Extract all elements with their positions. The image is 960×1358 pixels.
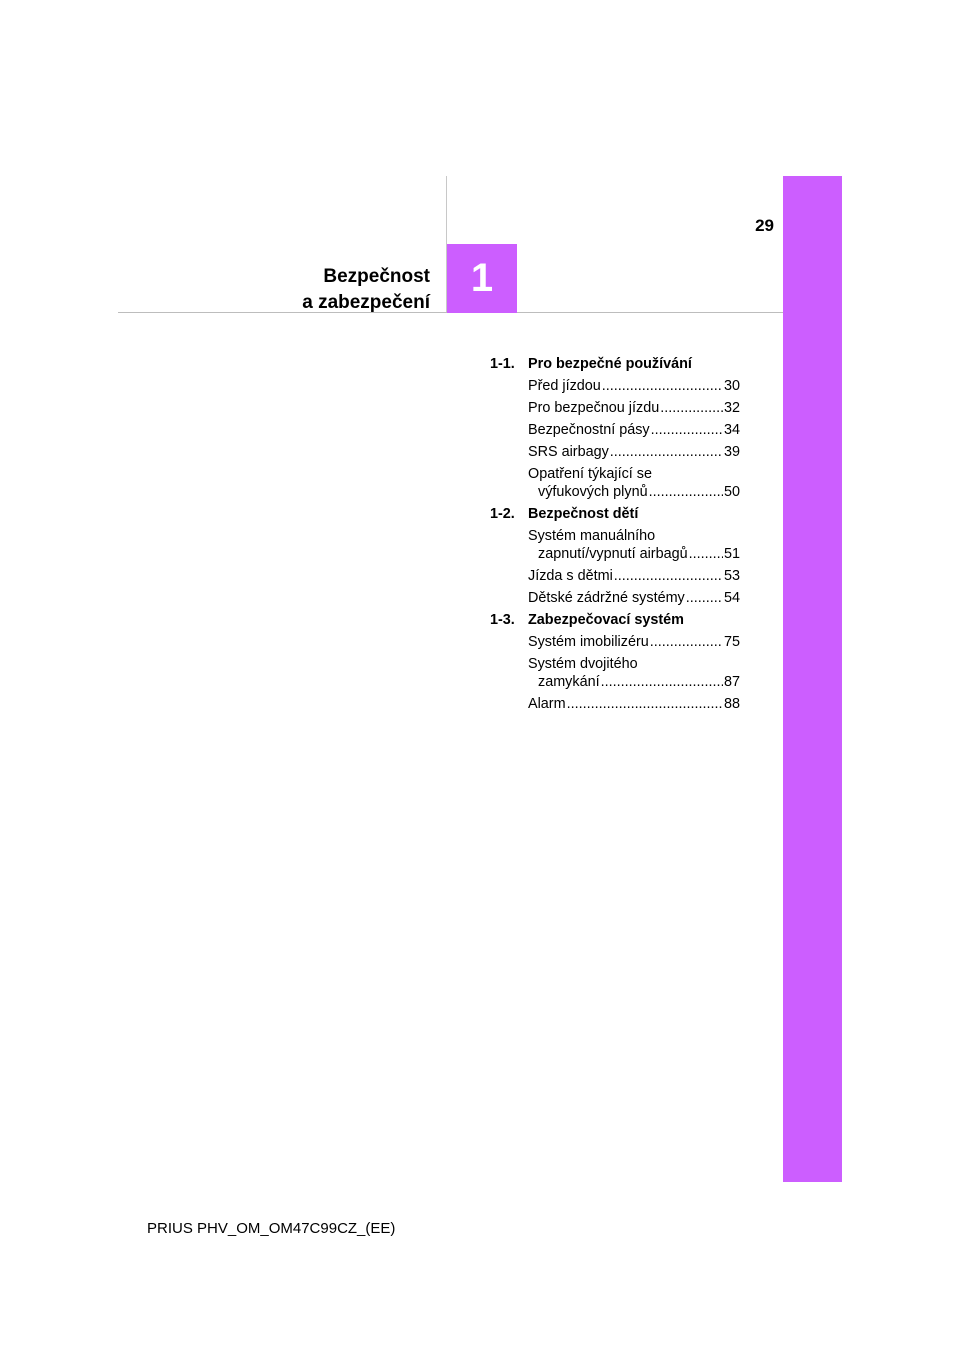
toc-entry-page: 51 [723,546,740,562]
toc-leader-dots [614,567,723,585]
document-footer-code: PRIUS PHV_OM_OM47C99CZ_(EE) [147,1220,396,1237]
toc-entry[interactable] [528,443,740,465]
toc-leader-dots [689,545,723,563]
toc-entry-page: 32 [723,400,740,416]
toc-leader-dots [649,483,723,501]
chapter-title-line2: a zabezpečení [302,292,430,313]
toc-section-number: 1-3. [490,612,515,628]
toc-entry-title: Pro bezpečnou jízdu [528,400,660,416]
toc-entry[interactable] [528,567,740,589]
toc-entry-title: Před jízdou [528,378,601,394]
chapter-title [302,264,430,316]
toc-entry[interactable] [528,399,740,421]
toc-entry[interactable] [528,655,740,695]
toc-entry[interactable] [528,527,740,567]
toc-entry-title: výfukových plynů [538,484,648,500]
toc-entry-title-line1: Systém dvojitého [528,656,638,672]
toc-entry-page: 75 [723,634,740,650]
toc-entry-title: SRS airbagy [528,444,609,460]
toc-entry[interactable] [528,633,740,655]
toc-section-title: Bezpečnost dětí [528,506,639,522]
toc-entry-title: Jízda s dětmi [528,568,613,584]
toc-section-1-1 [490,355,740,377]
toc-entry[interactable] [528,465,740,505]
toc-leader-dots [650,633,723,651]
toc-section-number: 1-1. [490,356,515,372]
table-of-contents [490,355,740,717]
toc-section-1-2 [490,505,740,527]
toc-leader-dots [601,673,723,691]
chapter-title-line1: Bezpečnost [323,266,430,287]
toc-entry-title: Dětské zádržné systémy [528,590,685,606]
toc-entry[interactable] [528,377,740,399]
toc-leader-dots [610,443,723,461]
toc-entry[interactable] [528,695,740,717]
toc-leader-dots [686,589,723,607]
toc-leader-dots [660,399,723,417]
toc-section-number: 1-2. [490,506,515,522]
toc-entry-title-line1: Opatření týkající se [528,466,652,482]
toc-entry-page: 34 [723,422,740,438]
toc-entry-title: Bezpečnostní pásy [528,422,650,438]
toc-entry-title: zamykání [538,674,600,690]
toc-leader-dots [602,377,723,395]
toc-entry-page: 87 [723,674,740,690]
toc-section-title: Zabezpečovací systém [528,612,684,628]
toc-entry-title: zapnutí/vypnutí airbagů [538,546,688,562]
toc-entry-title: Alarm [528,696,566,712]
toc-entry-page: 39 [723,444,740,460]
toc-entry-page: 30 [723,378,740,394]
toc-entry-page: 53 [723,568,740,584]
toc-section-title: Pro bezpečné používání [528,356,692,372]
toc-entry-page: 88 [723,696,740,712]
chapter-number-box: 1 [447,244,517,313]
toc-entry-page: 54 [723,590,740,606]
toc-entry[interactable] [528,421,740,443]
toc-entry[interactable] [528,589,740,611]
toc-entry-title-line1: Systém manuálního [528,528,656,544]
page-number: 29 [755,216,774,235]
side-chapter-tab [783,176,842,1182]
toc-leader-dots [651,421,723,439]
toc-leader-dots [567,695,723,713]
toc-entry-title: Systém imobilizéru [528,634,649,650]
toc-section-1-3 [490,611,740,633]
toc-entry-page: 50 [723,484,740,500]
